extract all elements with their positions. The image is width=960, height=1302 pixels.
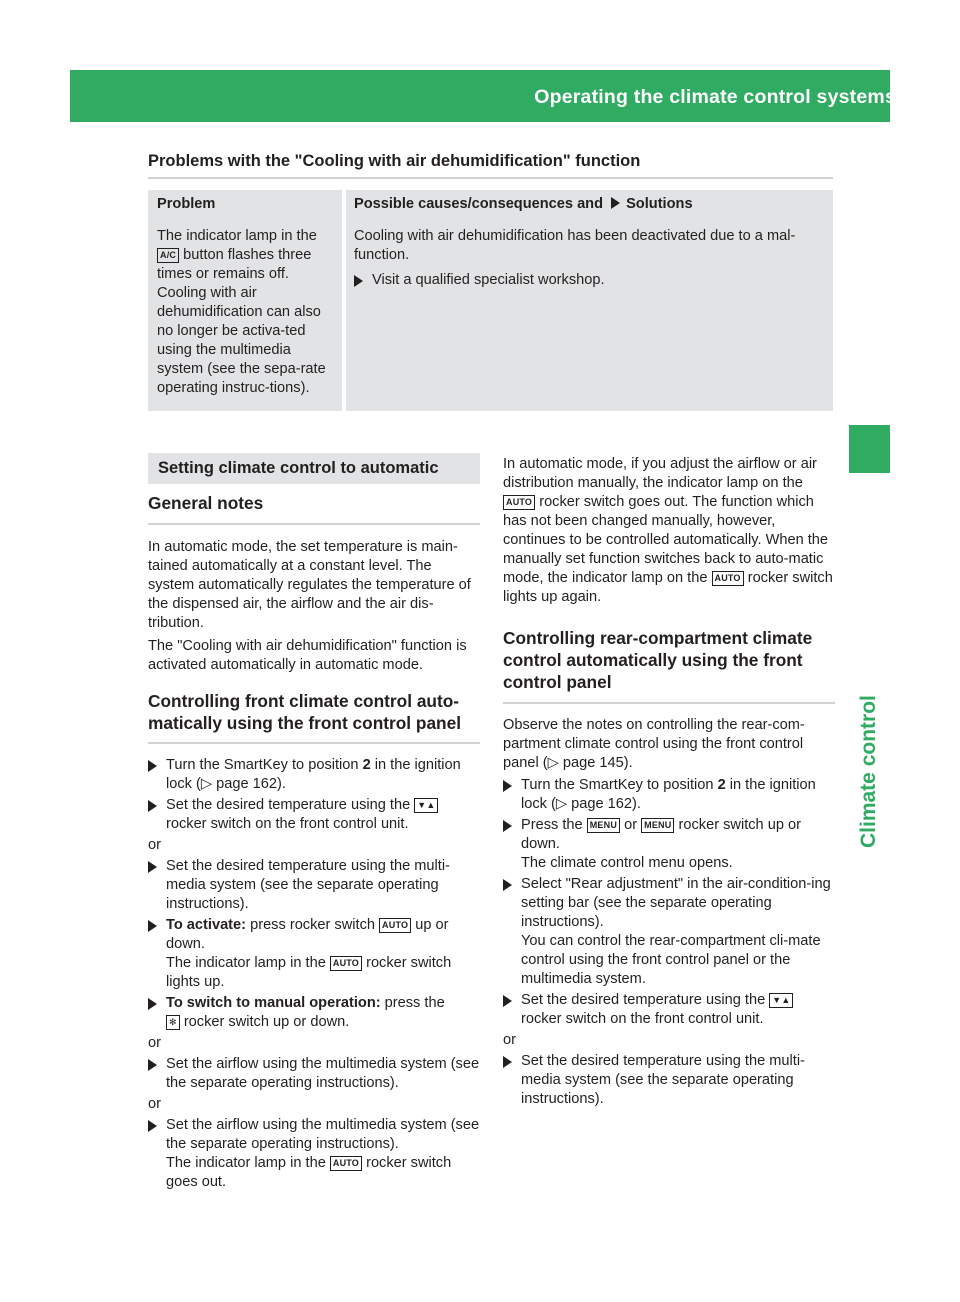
auto-button-icon: AUTO	[712, 571, 744, 586]
arrow-icon	[503, 1056, 512, 1068]
or-text: or	[148, 1096, 161, 1112]
arrow-icon	[148, 1120, 157, 1132]
temperature-rocker-icon: ▼▲	[769, 993, 793, 1008]
ac-button-icon: A/C	[157, 248, 179, 263]
arrow-icon	[503, 820, 512, 832]
rear-control-title: Controlling rear-compartment climate control automatically using the front control panel	[503, 628, 813, 692]
problem-cell: The indicator lamp in the A/C button flashes three times or remains off. Cooling with air dehumidification can also no longer be activa-ted using the multimedia system (see the sepa-rate operating instruc-tions).	[148, 227, 342, 411]
menu-button-icon: MENU	[587, 818, 620, 833]
auto-button-icon: AUTO	[330, 1156, 362, 1171]
general-notes-p2: The "Cooling with air dehumidification" function is activated automatically in automatic mode.	[148, 638, 467, 673]
solution-cell	[346, 227, 833, 411]
auto-button-icon: AUTO	[503, 495, 535, 510]
header-bar	[70, 70, 949, 122]
fan-button-icon: ✻	[166, 1015, 180, 1030]
side-label	[850, 674, 890, 848]
temperature-rocker-icon: ▼▲	[414, 798, 438, 813]
section-title: Problems with the "Cooling with air dehumidification" function	[148, 152, 641, 170]
side-tab-marker	[849, 425, 890, 473]
list-item: Set the airflow using the multimedia system (see the separate operating instructions). The indicator lamp in the AUTO rocker switch goes out.	[148, 1116, 480, 1192]
list-item: Set the desired temperature using the ▼▲ rocker switch on the front control unit.	[503, 991, 835, 1029]
list-item: Turn the SmartKey to position 2 in the ignition lock (▷ page 162).	[148, 756, 480, 794]
right-column	[503, 455, 835, 1109]
list-item: Set the desired temperature using the multi-media system (see the separate operating instructions).	[503, 1052, 835, 1109]
front-control-title: Controlling front climate control auto-matically using the front control panel	[148, 691, 462, 733]
arrow-icon	[503, 879, 512, 891]
section-heading-automatic: Setting climate control to automatic	[148, 453, 480, 484]
auto-button-icon: AUTO	[330, 956, 362, 971]
header-title: Operating the climate control systems	[534, 86, 896, 108]
problem-table	[148, 190, 833, 411]
left-column	[148, 453, 480, 1192]
arrow-icon	[503, 995, 512, 1007]
list-item: Turn the SmartKey to position 2 in the ignition lock (▷ page 162).	[503, 776, 835, 814]
or-text: or	[148, 837, 161, 853]
arrow-icon	[503, 780, 512, 792]
list-item: Set the desired temperature using the ▼▲ rocker switch on the front control unit.	[148, 796, 480, 834]
general-notes-title: General notes	[148, 493, 264, 513]
list-item: To activate: press rocker switch AUTO up or down. The indicator lamp in the AUTO rocker switch lights up.	[148, 916, 480, 992]
list-item: To switch to manual operation: press the ✻ rocker switch up or down.	[148, 994, 480, 1032]
arrow-icon	[354, 275, 363, 287]
arrow-icon	[148, 760, 157, 772]
col-header-problem: Problem	[148, 190, 342, 223]
arrow-icon	[611, 197, 620, 209]
list-item: Press the MENU or MENU rocker switch up or down. The climate control menu opens.	[503, 816, 835, 873]
arrow-icon	[148, 998, 157, 1010]
section-rule	[148, 177, 833, 179]
side-label-text: Climate control	[857, 695, 880, 848]
cause-text: Cooling with air dehumidification has been deactivated due to a mal-function.	[354, 228, 796, 263]
list-item: Set the airflow using the multimedia system (see the separate operating instructions).	[148, 1055, 480, 1093]
general-notes-p1: In automatic mode, the set temperature is main-tained automatically at a constant level. The system automatically regulates the temperature of the dispensed air, the airflow and the air dis-tribution.	[148, 539, 471, 631]
automatic-mode-paragraph: In automatic mode, if you adjust the airflow or air distribution manually, the indicator lamp on the AUTO rocker switch goes out. The function which has not been changed manually, however, continues to be controlled automatically. When the manually set function switches back to auto-matic mode, the indicator lamp on the AUTO rocker switch lights up again.	[503, 456, 833, 605]
or-text: or	[148, 1035, 161, 1051]
arrow-icon	[148, 920, 157, 932]
or-text: or	[503, 1032, 516, 1048]
arrow-icon	[148, 800, 157, 812]
solution-step: Visit a qualified specialist workshop.	[354, 271, 825, 290]
list-item: Select "Rear adjustment" in the air-condition-ing setting bar (see the separate operating instructions). You can control the rear-compartment cli-mate control using the front control panel or the multimedia system.	[503, 875, 835, 989]
arrow-icon	[148, 1059, 157, 1071]
table-row	[148, 227, 833, 411]
rear-notes-paragraph: Observe the notes on controlling the rear-com-partment climate control using the front control panel (▷ page 145).	[503, 717, 805, 771]
page-number: 147	[915, 86, 949, 108]
table-header-row	[148, 190, 833, 223]
list-item: Set the desired temperature using the multi-media system (see the separate operating instructions).	[148, 857, 480, 914]
auto-button-icon: AUTO	[379, 918, 411, 933]
col-header-solutions: Possible causes/consequences and Solutions	[346, 190, 833, 223]
arrow-icon	[148, 861, 157, 873]
menu-reset-button-icon: MENU	[641, 818, 674, 833]
